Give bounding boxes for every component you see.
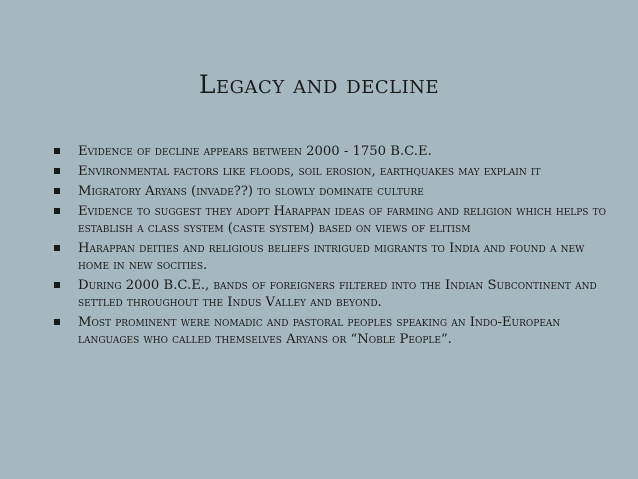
bullet-text: Evidence to suggest they adopt Harappan ideas of farming and religion which helps to establish a class system (caste system) based on views of elitism: [78, 204, 607, 236]
square-bullet-icon: [54, 208, 60, 214]
bullet-text: Migratory Aryans (invade??) to slowly dominate culture: [78, 184, 424, 199]
bullet-item: [54, 183, 614, 200]
bullet-item: [54, 163, 614, 180]
square-bullet-icon: [54, 148, 60, 154]
bullet-item: [54, 314, 614, 348]
bullet-list: [54, 143, 614, 351]
bullet-text: Evidence of decline appears between 2000 - 1750 B.C.E.: [78, 144, 432, 159]
square-bullet-icon: [54, 168, 60, 174]
square-bullet-icon: [54, 282, 60, 288]
square-bullet-icon: [54, 245, 60, 251]
bullet-item: [54, 203, 614, 237]
bullet-text: Environmental factors like floods, soil erosion, earthquakes may explain it: [78, 164, 541, 179]
bullet-item: [54, 240, 614, 274]
bullet-text: During 2000 B.C.E., bands of foreigners filtered into the Indian Subcontinent and settled throughout the Indus Valley and beyond.: [78, 278, 597, 310]
bullet-item: [54, 143, 614, 160]
bullet-text: Most prominent were nomadic and pastoral peoples speaking an Indo-European languages who called themselves Aryans or “Noble People”.: [78, 315, 561, 347]
bullet-item: [54, 277, 614, 311]
slide-title: Legacy and decline: [198, 70, 440, 99]
square-bullet-icon: [54, 319, 60, 325]
bullet-text: Harappan deities and religious beliefs intrigued migrants to India and found a new home in new socities.: [78, 241, 585, 273]
square-bullet-icon: [54, 188, 60, 194]
